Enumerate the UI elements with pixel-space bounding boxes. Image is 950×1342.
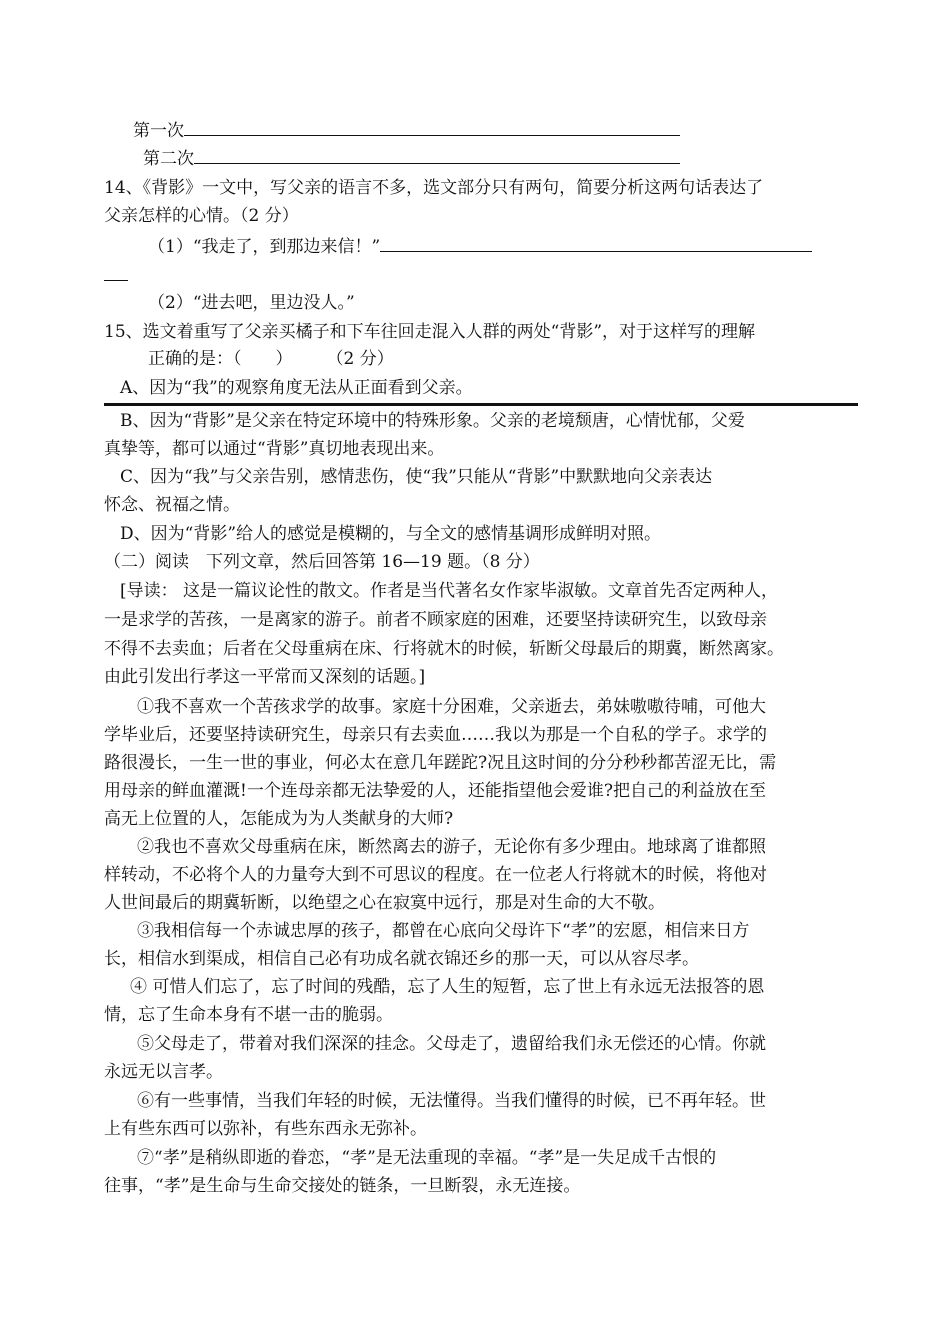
- para5-line: 永远无以言孝。: [104, 1062, 223, 1082]
- q13-first-label: 第一次: [133, 121, 184, 141]
- q15-option-c-line1: C、因为“我”与父亲告别，感情悲伤，使“我”只能从“背影”中默默地向父亲表达: [120, 467, 713, 487]
- section2-heading: （二）阅读 下列文章，然后回答第 16—19 题。（8 分）: [104, 552, 540, 572]
- intro-line: 不得不去卖血；后者在父母重病在床、行将就木的时候，斩断父母最后的期冀，断然离家。: [104, 639, 784, 659]
- q14-item2-text: （2）“进去吧，里边没人。”: [148, 293, 355, 313]
- para1-line: 用母亲的鲜血灌溉!一个连母亲都无法挚爱的人，还能指望他会爱谁?把自己的利益放在至: [104, 781, 766, 801]
- para2-line: 人世间最后的期冀斩断，以绝望之心在寂寞中远行，那是对生命的大不敬。: [104, 893, 665, 913]
- para3-line: 长，相信水到渠成，相信自己必有功成名就衣锦还乡的那一天，可以从容尽孝。: [104, 949, 699, 969]
- para6-line: 上有些东西可以弥补，有些东西永无弥补。: [104, 1119, 427, 1139]
- q13-second-row: [143, 146, 680, 172]
- q15-option-b-line1: B、因为“背影”是父亲在特定环境中的特殊形象。父亲的老境颓唐，心情忧郁，父爱: [120, 411, 745, 431]
- para2-line: 样转动，不必将个人的力量夸大到不可思议的程度。在一位老人行将就木的时候，将他对: [104, 865, 767, 885]
- q13-first-row: [133, 118, 680, 144]
- q15-option-d: D、因为“背影”给人的感觉是模糊的，与全文的感情基调形成鲜明对照。: [120, 524, 662, 544]
- q14-item1-row: [148, 234, 812, 260]
- para2-line: ②我也不喜欢父母重病在床，断然离去的游子，无论你有多少理由。地球离了谁都照: [137, 837, 766, 857]
- para4-line: ④ 可惜人们忘了，忘了时间的残酷，忘了人生的短暂，忘了世上有永远无法报答的恩: [130, 977, 765, 997]
- intro-line: [导读： 这是一篇议论性的散文。作者是当代著名女作家毕淑敏。文章首先否定两种人，: [120, 581, 779, 601]
- para1-line: 学毕业后，还要坚持读研究生，母亲只有去卖血……我以为那是一个自私的学子。求学的: [104, 725, 767, 745]
- section-divider-rule: [104, 403, 858, 406]
- q13-second-label: 第二次: [143, 149, 194, 169]
- para1-line: ①我不喜欢一个苦孩求学的故事。家庭十分困难，父亲逝去，弟妹嗷嗷待哺，可他大: [137, 697, 766, 717]
- q13-second-answer-blank[interactable]: [194, 147, 680, 164]
- para1-line: 路很漫长，一生一世的事业，何必太在意几年蹉跎?况且这时间的分分秒秒都苦涩无比，需: [104, 753, 777, 773]
- para6-line: ⑥有一些事情，当我们年轻的时候，无法懂得。当我们懂得的时候，已不再年轻。世: [137, 1091, 766, 1111]
- q14-item1-answer-blank[interactable]: [380, 235, 812, 252]
- para7-line: ⑦“孝”是稍纵即逝的眷恋，“孝”是无法重现的幸福。“孝”是一失足成千古恨的: [137, 1148, 717, 1168]
- q13-first-answer-blank[interactable]: [184, 119, 680, 136]
- para7-line: 往事，“孝”是生命与生命交接处的链条，一旦断裂，永无连接。: [104, 1176, 581, 1196]
- q15-option-c-line2: 怀念、祝福之情。: [104, 495, 240, 515]
- para3-line: ③我相信每一个赤诚忠厚的孩子，都曾在心底向父母许下“孝”的宏愿，相信来日方: [137, 921, 750, 941]
- q14-item1-text: （1）“我走了，到那边来信！”: [148, 237, 381, 257]
- q15-stem-line2: 正确的是：（ ） （2 分）: [148, 349, 394, 369]
- intro-line: 由此引发出行孝这一平常而又深刻的话题。]: [104, 667, 426, 687]
- q14-stem-line2: 父亲怎样的心情。（2 分）: [104, 206, 299, 226]
- q14-stem-line1: 14、《背影》一文中，写父亲的语言不多，选文部分只有两句，简要分析这两句话表达了: [104, 178, 764, 198]
- q15-option-b-line2: 真挚等，都可以通过“背影”真切地表现出来。: [104, 439, 445, 459]
- para5-line: ⑤父母走了，带着对我们深深的挂念。父母走了，遗留给我们永无偿还的心情。你就: [137, 1034, 766, 1054]
- q14-item1-answer-blank-cont[interactable]: [104, 264, 128, 281]
- para1-line: 高无上位置的人，怎能成为为人类献身的大师?: [104, 809, 454, 829]
- para4-line: 情，忘了生命本身有不堪一击的脆弱。: [104, 1005, 393, 1025]
- q15-stem-line1: 15、选文着重写了父亲买橘子和下车往回走混入人群的两处“背影”，对于这样写的理解: [104, 322, 756, 342]
- intro-line: 一是求学的苦孩，一是离家的游子。前者不顾家庭的困难，还要坚持读研究生，以致母亲: [104, 610, 767, 630]
- q15-option-a: A、因为“我”的观察角度无法从正面看到父亲。: [120, 378, 473, 398]
